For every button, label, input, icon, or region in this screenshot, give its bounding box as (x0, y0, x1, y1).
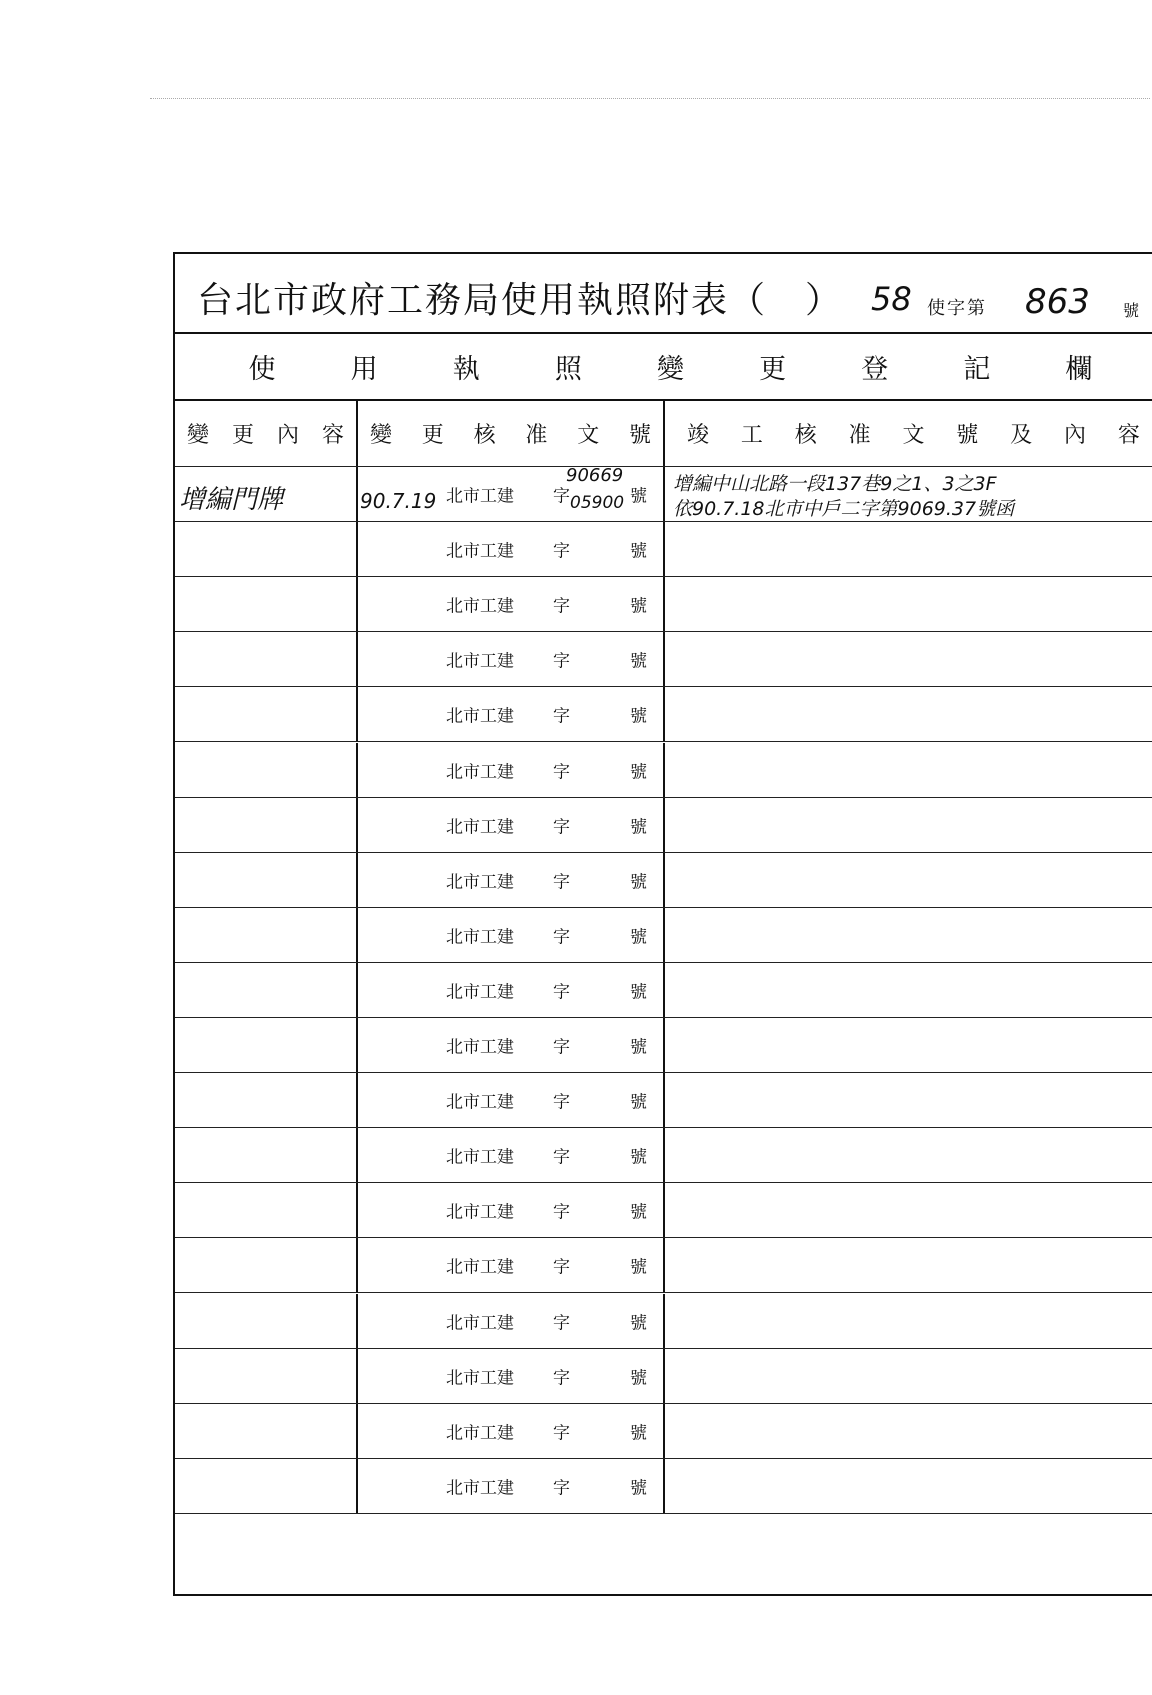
completion-cell (665, 687, 1152, 741)
header-char: 文 (902, 423, 925, 448)
header-char: 容 (1117, 423, 1140, 448)
handwritten-doc-no-top: 90669 (566, 465, 624, 486)
approval-prefix: 北市工建 (446, 1423, 514, 1443)
hao-char: 號 (630, 651, 647, 672)
header-char: 更 (231, 423, 254, 448)
hao-char: 號 (630, 1313, 647, 1334)
zi-char: 字 (553, 1202, 570, 1223)
completion-cell (665, 1128, 1152, 1182)
change-doc-no-cell (358, 1294, 665, 1348)
change-doc-no-cell (358, 522, 665, 576)
header-char: 核 (794, 423, 817, 448)
completion-cell (665, 577, 1152, 631)
change-content-cell (175, 687, 358, 741)
zi-char: 字 (553, 541, 570, 562)
hao-char: 號 (630, 1092, 647, 1113)
table-row (175, 1404, 1152, 1459)
hao-char: 號 (630, 872, 647, 893)
hao-char: 號 (630, 1478, 647, 1499)
table-header-row (175, 401, 1152, 467)
change-doc-no-cell (358, 1459, 665, 1513)
completion-cell (665, 1018, 1152, 1072)
zi-char: 字 (553, 1313, 570, 1334)
change-content-cell (175, 743, 358, 797)
table-row (175, 1018, 1152, 1073)
change-doc-no-cell (358, 632, 665, 686)
header-change-doc-no (358, 401, 665, 466)
hao-char: 號 (630, 1147, 647, 1168)
header-char: 准 (848, 423, 871, 448)
change-doc-no-cell (358, 1349, 665, 1403)
approval-prefix: 北市工建 (446, 1147, 514, 1167)
change-doc-no-cell (358, 1238, 665, 1292)
hao-char: 號 (630, 982, 647, 1003)
banner-char: 使 (248, 354, 276, 385)
approval-prefix: 北市工建 (446, 541, 514, 561)
completion-cell (665, 1238, 1152, 1292)
header-char: 變 (187, 423, 210, 448)
change-content-cell (175, 522, 358, 576)
change-doc-no-cell (358, 1073, 665, 1127)
form-title: 台北市政府工務局使用執照附表（ ） (197, 280, 844, 321)
completion-cell (665, 1404, 1152, 1458)
header-char: 及 (1010, 423, 1033, 448)
approval-prefix: 北市工建 (446, 1368, 514, 1388)
approval-prefix: 北市工建 (446, 872, 514, 892)
completion-cell (665, 853, 1152, 907)
zi-char: 字 (553, 1423, 570, 1444)
approval-prefix: 北市工建 (446, 817, 514, 837)
approval-prefix: 北市工建 (446, 706, 514, 726)
header-char: 號 (956, 423, 979, 448)
zi-char: 字 (553, 982, 570, 1003)
license-suffix: 號 (1123, 301, 1140, 320)
change-content-cell (175, 467, 358, 521)
banner-char: 執 (452, 354, 480, 385)
banner-char: 更 (759, 354, 787, 385)
change-content-cell (175, 1349, 358, 1403)
change-doc-no-cell (358, 1404, 665, 1458)
zi-char: 字 (553, 1092, 570, 1113)
completion-cell (665, 963, 1152, 1017)
completion-cell (665, 1073, 1152, 1127)
table-row (175, 798, 1152, 853)
handwritten-completion-line1: 增編中山北路一段137巷9之1、3之3F (673, 473, 997, 495)
hao-char: 號 (630, 1257, 647, 1278)
approval-prefix: 北市工建 (446, 982, 514, 1002)
banner-char: 欄 (1065, 354, 1093, 385)
change-content-cell (175, 577, 358, 631)
handwritten-doc-no-bottom: 05900 (570, 493, 625, 513)
change-content-cell (175, 1404, 358, 1458)
change-content-cell (175, 632, 358, 686)
table-row (175, 687, 1152, 742)
banner-char: 用 (350, 354, 378, 385)
zi-char: 字 (553, 1257, 570, 1278)
hao-char: 號 (630, 596, 647, 617)
header-char: 號 (628, 423, 651, 448)
title-row (175, 254, 1152, 334)
table-row (175, 1073, 1152, 1128)
change-doc-no-cell (358, 1018, 665, 1072)
zi-char: 字 (553, 486, 570, 507)
banner-char: 變 (656, 354, 684, 385)
table-row (175, 467, 1152, 522)
header-char: 內 (276, 423, 299, 448)
hao-char: 號 (630, 1423, 647, 1444)
change-doc-no-cell (358, 687, 665, 741)
hao-char: 號 (630, 817, 647, 838)
change-doc-no-cell (358, 963, 665, 1017)
zi-char: 字 (553, 927, 570, 948)
approval-prefix: 北市工建 (446, 1037, 514, 1057)
hao-char: 號 (630, 762, 647, 783)
zi-char: 字 (553, 1478, 570, 1499)
table-row (175, 1238, 1152, 1293)
change-content-cell (175, 1018, 358, 1072)
change-content-cell (175, 1459, 358, 1513)
approval-prefix: 北市工建 (446, 1313, 514, 1333)
approval-prefix: 北市工建 (446, 927, 514, 947)
hao-char: 號 (630, 706, 647, 727)
handwritten-date: 90.7.19 (360, 489, 437, 513)
change-content-cell (175, 1294, 358, 1348)
zi-char: 字 (553, 706, 570, 727)
handwritten-change: 增編門牌 (179, 485, 284, 515)
zi-char: 字 (553, 872, 570, 893)
table-row (175, 1459, 1152, 1514)
change-doc-no-cell (358, 798, 665, 852)
table-row (175, 743, 1152, 798)
completion-cell (665, 522, 1152, 576)
table-row (175, 577, 1152, 632)
change-content-cell (175, 853, 358, 907)
completion-cell (665, 632, 1152, 686)
change-content-cell (175, 1128, 358, 1182)
approval-prefix: 北市工建 (446, 486, 514, 506)
change-doc-no-cell (358, 743, 665, 797)
approval-prefix: 北市工建 (446, 596, 514, 616)
zi-char: 字 (553, 817, 570, 838)
zi-char: 字 (553, 1147, 570, 1168)
change-content-cell (175, 963, 358, 1017)
change-content-cell (175, 1183, 358, 1237)
table-row (175, 632, 1152, 687)
hao-char: 號 (630, 486, 647, 507)
zi-char: 字 (553, 1368, 570, 1389)
approval-prefix: 北市工建 (446, 1257, 514, 1277)
table-row (175, 853, 1152, 908)
header-char: 變 (370, 423, 393, 448)
change-content-cell (175, 908, 358, 962)
change-content-cell (175, 798, 358, 852)
header-char: 准 (525, 423, 548, 448)
header-char: 工 (740, 423, 763, 448)
change-doc-no-cell (358, 1128, 665, 1182)
license-year: 58 (871, 280, 912, 318)
completion-cell (665, 908, 1152, 962)
change-doc-no-cell (358, 1183, 665, 1237)
approval-prefix: 北市工建 (446, 762, 514, 782)
table-row (175, 963, 1152, 1018)
table-row (175, 908, 1152, 963)
completion-cell (665, 1294, 1152, 1348)
header-char: 容 (321, 423, 344, 448)
approval-prefix: 北市工建 (446, 651, 514, 671)
zi-char: 字 (553, 762, 570, 783)
table-row (175, 1128, 1152, 1183)
banner-char: 記 (963, 354, 991, 385)
hao-char: 號 (630, 927, 647, 948)
banner-char: 登 (861, 354, 889, 385)
license-number: 863 (1025, 282, 1090, 322)
header-char: 文 (577, 423, 600, 448)
completion-cell (665, 1349, 1152, 1403)
approval-prefix: 北市工建 (446, 1202, 514, 1222)
table-row (175, 1183, 1152, 1238)
completion-cell (665, 1183, 1152, 1237)
change-doc-no-cell (358, 467, 665, 521)
header-completion-doc-no (665, 401, 1152, 466)
section-banner (175, 334, 1152, 401)
hao-char: 號 (630, 1037, 647, 1058)
zi-char: 字 (553, 596, 570, 617)
change-content-cell (175, 1238, 358, 1292)
header-char: 核 (473, 423, 496, 448)
header-char: 更 (421, 423, 444, 448)
handwritten-completion-line2: 依90.7.18北市中戶二字第9069.37號函 (673, 498, 1015, 520)
completion-cell (665, 798, 1152, 852)
zi-char: 字 (553, 1037, 570, 1058)
change-doc-no-cell (358, 577, 665, 631)
hao-char: 號 (630, 541, 647, 562)
banner-char: 照 (554, 354, 582, 385)
hao-char: 號 (630, 1202, 647, 1223)
license-label: 使字第 (927, 298, 987, 319)
table-row (175, 522, 1152, 577)
scan-artifact (150, 98, 1150, 101)
header-change-content (175, 401, 358, 466)
header-char: 內 (1064, 423, 1087, 448)
zi-char: 字 (553, 651, 570, 672)
completion-cell (665, 1459, 1152, 1513)
table-row (175, 1349, 1152, 1404)
table-row (175, 1294, 1152, 1349)
hao-char: 號 (630, 1368, 647, 1389)
approval-prefix: 北市工建 (446, 1092, 514, 1112)
change-content-cell (175, 1073, 358, 1127)
license-form (173, 252, 1152, 1596)
header-char: 竣 (687, 423, 710, 448)
completion-cell (665, 467, 1152, 521)
change-doc-no-cell (358, 853, 665, 907)
completion-cell (665, 743, 1152, 797)
change-doc-no-cell (358, 908, 665, 962)
approval-prefix: 北市工建 (446, 1478, 514, 1498)
